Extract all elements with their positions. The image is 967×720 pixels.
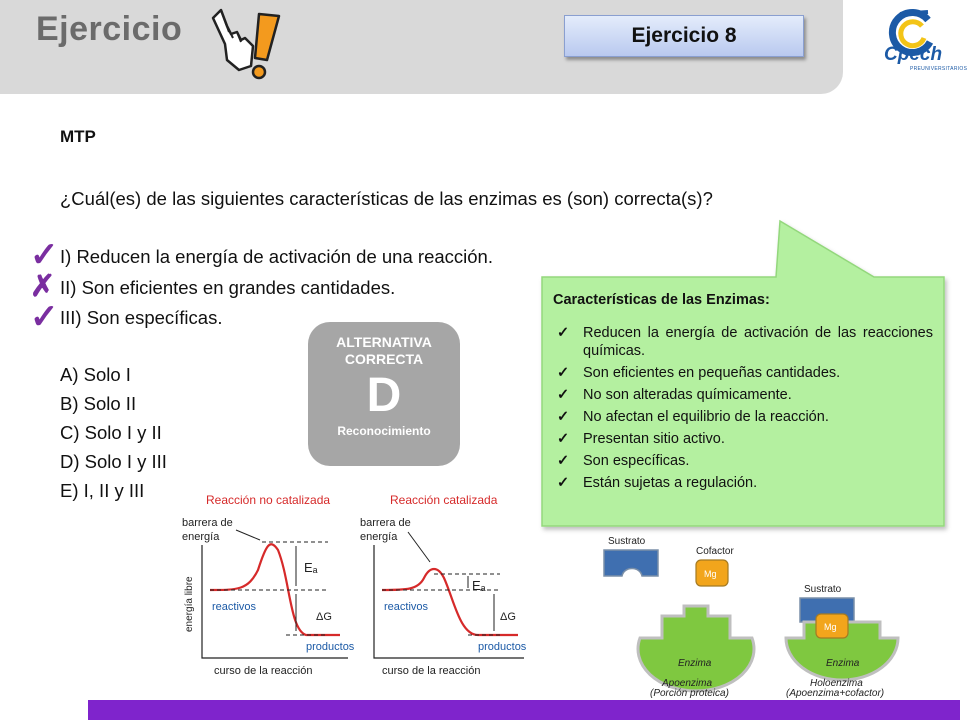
option-a: A) Solo I (60, 364, 131, 385)
check-icon: ✓ (557, 409, 570, 425)
list-item: ✓ No afectan el equilibrio de la reacción. (557, 409, 829, 425)
check-icon: ✓ (557, 453, 570, 469)
answer-title-line2: CORRECTA (344, 351, 424, 367)
list-item: ✓ Son eficientes en pequeñas cantidades. (557, 365, 841, 381)
barrier-label-left-2: energía (182, 531, 220, 543)
pointing-hand-warning-icon (205, 4, 283, 82)
reactants-label-left: reactivos (212, 601, 257, 613)
callout-list (553, 324, 933, 492)
substrate-shape-1 (604, 550, 658, 576)
holoenzyme-label: Holoenzima (810, 678, 863, 689)
correct-answer-box (308, 322, 460, 466)
ea-label: Eₐ (304, 560, 318, 575)
logo-text: Cpech (884, 44, 943, 65)
check-icon: ✓ (557, 431, 570, 447)
statement-1: I) Reducen la energía de activación de una reacción. (60, 246, 493, 267)
enzyme-label-2: Enzima (826, 658, 860, 669)
callout-title: Características de las Enzimas: (553, 292, 770, 308)
page-title: Ejercicio (36, 10, 183, 48)
barrier-label-right-2: energía (360, 531, 398, 543)
answer-title-line1: ALTERNATIVA (336, 334, 432, 350)
list-item: ✓ Son específicas. (557, 453, 690, 469)
catalyzed-title: Reacción catalizada (390, 493, 498, 507)
statement-3: III) Son específicas. (60, 307, 223, 328)
dg-label-right: ΔG (500, 611, 516, 623)
list-item: ✓ Presentan sitio activo. (557, 431, 725, 447)
products-label-right: productos (478, 641, 527, 653)
check-icon: ✓ (557, 475, 570, 491)
reactants-label-right: reactivos (384, 601, 429, 613)
cofactor-label: Cofactor (696, 546, 734, 557)
callout-content (553, 292, 933, 496)
enzyme-label-1: Enzima (678, 658, 712, 669)
exercise-number-label: Ejercicio 8 (631, 24, 737, 47)
option-b: B) Solo II (60, 393, 137, 414)
check-mark-icon: ✓ (30, 236, 59, 274)
question-text: ¿Cuál(es) de las siguientes características de las enzimas es (son) correcta(s)? (60, 188, 713, 209)
apoenzyme-sublabel: (Porción proteica) (650, 688, 729, 699)
check-icon: ✓ (557, 325, 570, 341)
logo-subtext: PREUNIVERSITARIOS (910, 66, 967, 72)
y-axis-label: energía libre (184, 576, 195, 632)
list-item: ✓ No son alteradas químicamente. (557, 387, 792, 403)
check-mark-icon: ✓ (30, 298, 59, 336)
option-c: C) Solo I y II (60, 422, 162, 443)
mg-label-1: Mg (704, 569, 717, 579)
list-item: ✓ Están sujetas a regulación. (557, 475, 758, 491)
barrier-label-right-1: barrera de (360, 517, 411, 529)
ea-catalyzed-label: Eₐ (472, 578, 486, 593)
x-axis-label-right: curso de la reacción (382, 665, 481, 677)
option-e: E) I, II y III (60, 480, 145, 501)
exercise-number-badge (564, 15, 804, 57)
energy-diagram (178, 490, 548, 690)
answer-letter: D (366, 369, 402, 422)
dg-label-left: ΔG (316, 611, 332, 623)
enzyme-cofactor-diagram (590, 530, 930, 698)
apoenzyme-label: Apoenzima (662, 678, 713, 689)
uncatalyzed-title: Reacción no catalizada (206, 493, 331, 507)
option-d: D) Solo I y III (60, 451, 167, 472)
barrier-label-left-1: barrera de (182, 517, 233, 529)
holoenzyme-sublabel: (Apoenzima+cofactor) (786, 688, 885, 699)
check-icon: ✓ (557, 387, 570, 403)
statement-2: II) Son eficientes en grandes cantidades. (60, 277, 396, 298)
substrate-label-1: Sustrato (608, 536, 646, 547)
section-label: MTP (60, 127, 96, 146)
footer-bar (88, 700, 960, 720)
cross-mark-icon: ✗ (30, 270, 56, 303)
x-axis-label-left: curso de la reacción (214, 665, 313, 677)
list-item: ✓ Reducen la energía de activación de las reacciones químicas. (557, 325, 933, 359)
answer-skill: Reconocimiento (337, 424, 431, 438)
substrate-label-2: Sustrato (804, 584, 842, 595)
mg-label-2: Mg (824, 622, 837, 632)
check-icon: ✓ (557, 365, 570, 381)
products-label-left: productos (306, 641, 355, 653)
